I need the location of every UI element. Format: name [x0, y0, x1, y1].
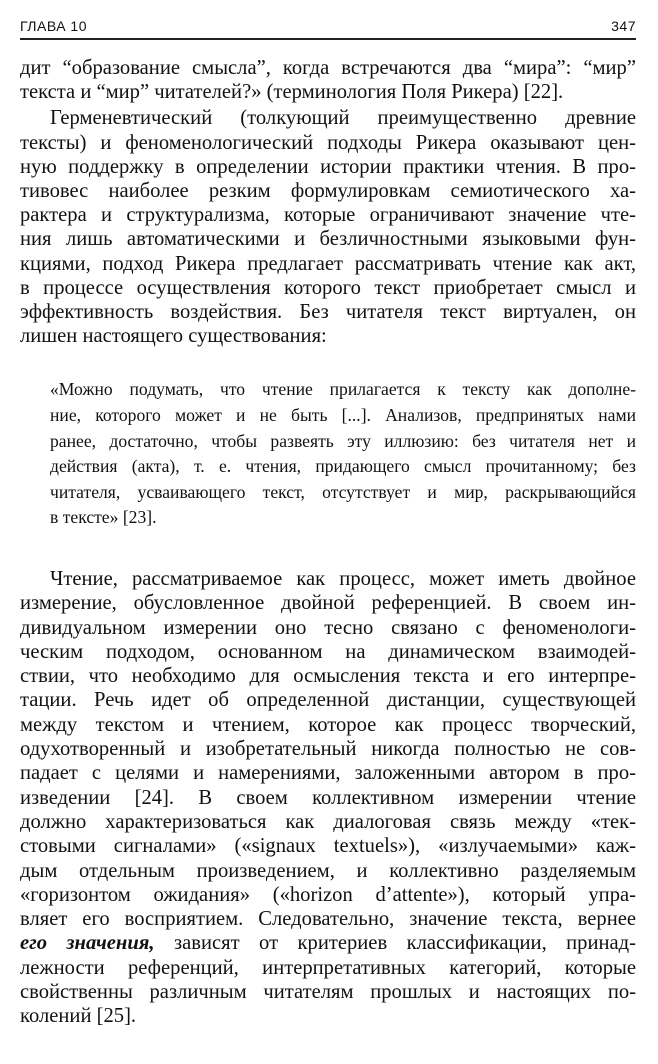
text-line: лишен настоящего существования:: [20, 325, 327, 348]
text-line: тексты) и феноменологический подходы Рикера оказывают цен-: [20, 131, 636, 154]
text-line: ную поддержку в определении истории практики чтения. В про-: [20, 155, 636, 178]
text-line: лежности референций, интерпретативных категорий, которые: [20, 956, 636, 979]
paragraph-reading-process: [20, 567, 636, 1029]
text-line: эффективность воздействия. Без читателя текст виртуален, он: [20, 301, 636, 324]
block-quote: [20, 377, 636, 531]
quote-line: ранее, достаточно, чтобы развеять эту иллюзию: без читателя нет и: [50, 430, 636, 451]
text-line: дивидуальном измерении оно тесно связано с феноменологи-: [20, 616, 636, 639]
text-line: тивовес наиболее резким формулировкам семиотического ха-: [20, 180, 636, 203]
quote-line: ние, которого может и не быть [...]. Анализов, предпринятых нами: [50, 405, 636, 426]
text-line: одухотворенный и изобретательный никогда полностью не сов-: [20, 738, 636, 761]
text-line: тации. Речь идет об определенной дистанции, существующей: [20, 689, 636, 712]
text-line: «горизонтом ожидания» («horizon d’attente»), который упра-: [20, 883, 636, 906]
chapter-title: ГЛАВА 10: [20, 18, 87, 34]
text-line: рактера и структурализма, которые ограничивают значение чте-: [20, 204, 636, 227]
text-line-with-emphasis: [20, 931, 636, 955]
text-line: вляет его восприятием. Следовательно, значение текста, вернее: [20, 908, 636, 931]
text-line: свойственны различным читателям прошлых и настоящих по-: [20, 981, 636, 1004]
quote-line: «Можно подумать, что чтение прилагается к тексту как дополне-: [50, 379, 636, 400]
quote-line: читателя, усваивающего текст, отсутствует и мир, раскрывающийся: [50, 481, 636, 502]
text-line: ческим подходом, основанном на динамическом взаимодей-: [20, 640, 636, 663]
text-line: между текстом и чтением, которое как процесс творческий,: [20, 713, 636, 736]
text-line: колений [25].: [20, 1005, 137, 1028]
text-line: ствии, что необходимо для осмысления текста и его интерпре-: [20, 665, 636, 688]
emphasized-text: его значения,: [20, 932, 155, 955]
text-line: Герменевтический (толкующий преимущественно древние: [50, 107, 636, 130]
quote-line: действия (акта), т. е. чтения, придающего смысл прочитанному; без: [50, 456, 636, 477]
paragraph-hermeneutics: [20, 106, 636, 348]
text-line: в процессе осуществления которого текст приобретает смысл и: [20, 276, 636, 299]
text-line: дит “образование смысла”, когда встречаются два “мира”: “мир”: [20, 57, 636, 79]
paragraph-continuation: [20, 56, 636, 104]
running-header: [20, 6, 636, 40]
page-number: 347: [611, 18, 636, 34]
text-line: текста и “мир” читателей?» (терминология Поля Рикера) [22].: [20, 81, 564, 104]
text-line: падает с целями и намерениями, заложенными автором в про-: [20, 762, 636, 785]
text-line: стовыми сигналами» («signaux textuels»), «излучаемыми» каж-: [20, 835, 636, 858]
quote-line: в тексте» [23].: [50, 507, 157, 528]
text-line: измерение, обусловленное двойной референцией. В своем ин-: [20, 592, 636, 615]
text-line: изведении [24]. В своем коллективном измерении чтение: [20, 786, 636, 809]
text-line: Чтение, рассматриваемое как процесс, может иметь двойное: [50, 568, 636, 590]
text-line: кциями, подход Рикера предлагает рассматривать чтение как акт,: [20, 252, 636, 275]
text-fragment: зависят от критериев классификации, принад-: [154, 932, 636, 955]
page-body: [20, 56, 636, 1029]
text-line: ния лишь автоматическими и безличностными языковыми фун-: [20, 228, 636, 251]
text-line: дым отдельным произведением, и коллективно разделяемым: [20, 859, 636, 882]
text-line: должно характеризоваться как диалоговая связь между «тек-: [20, 810, 636, 833]
